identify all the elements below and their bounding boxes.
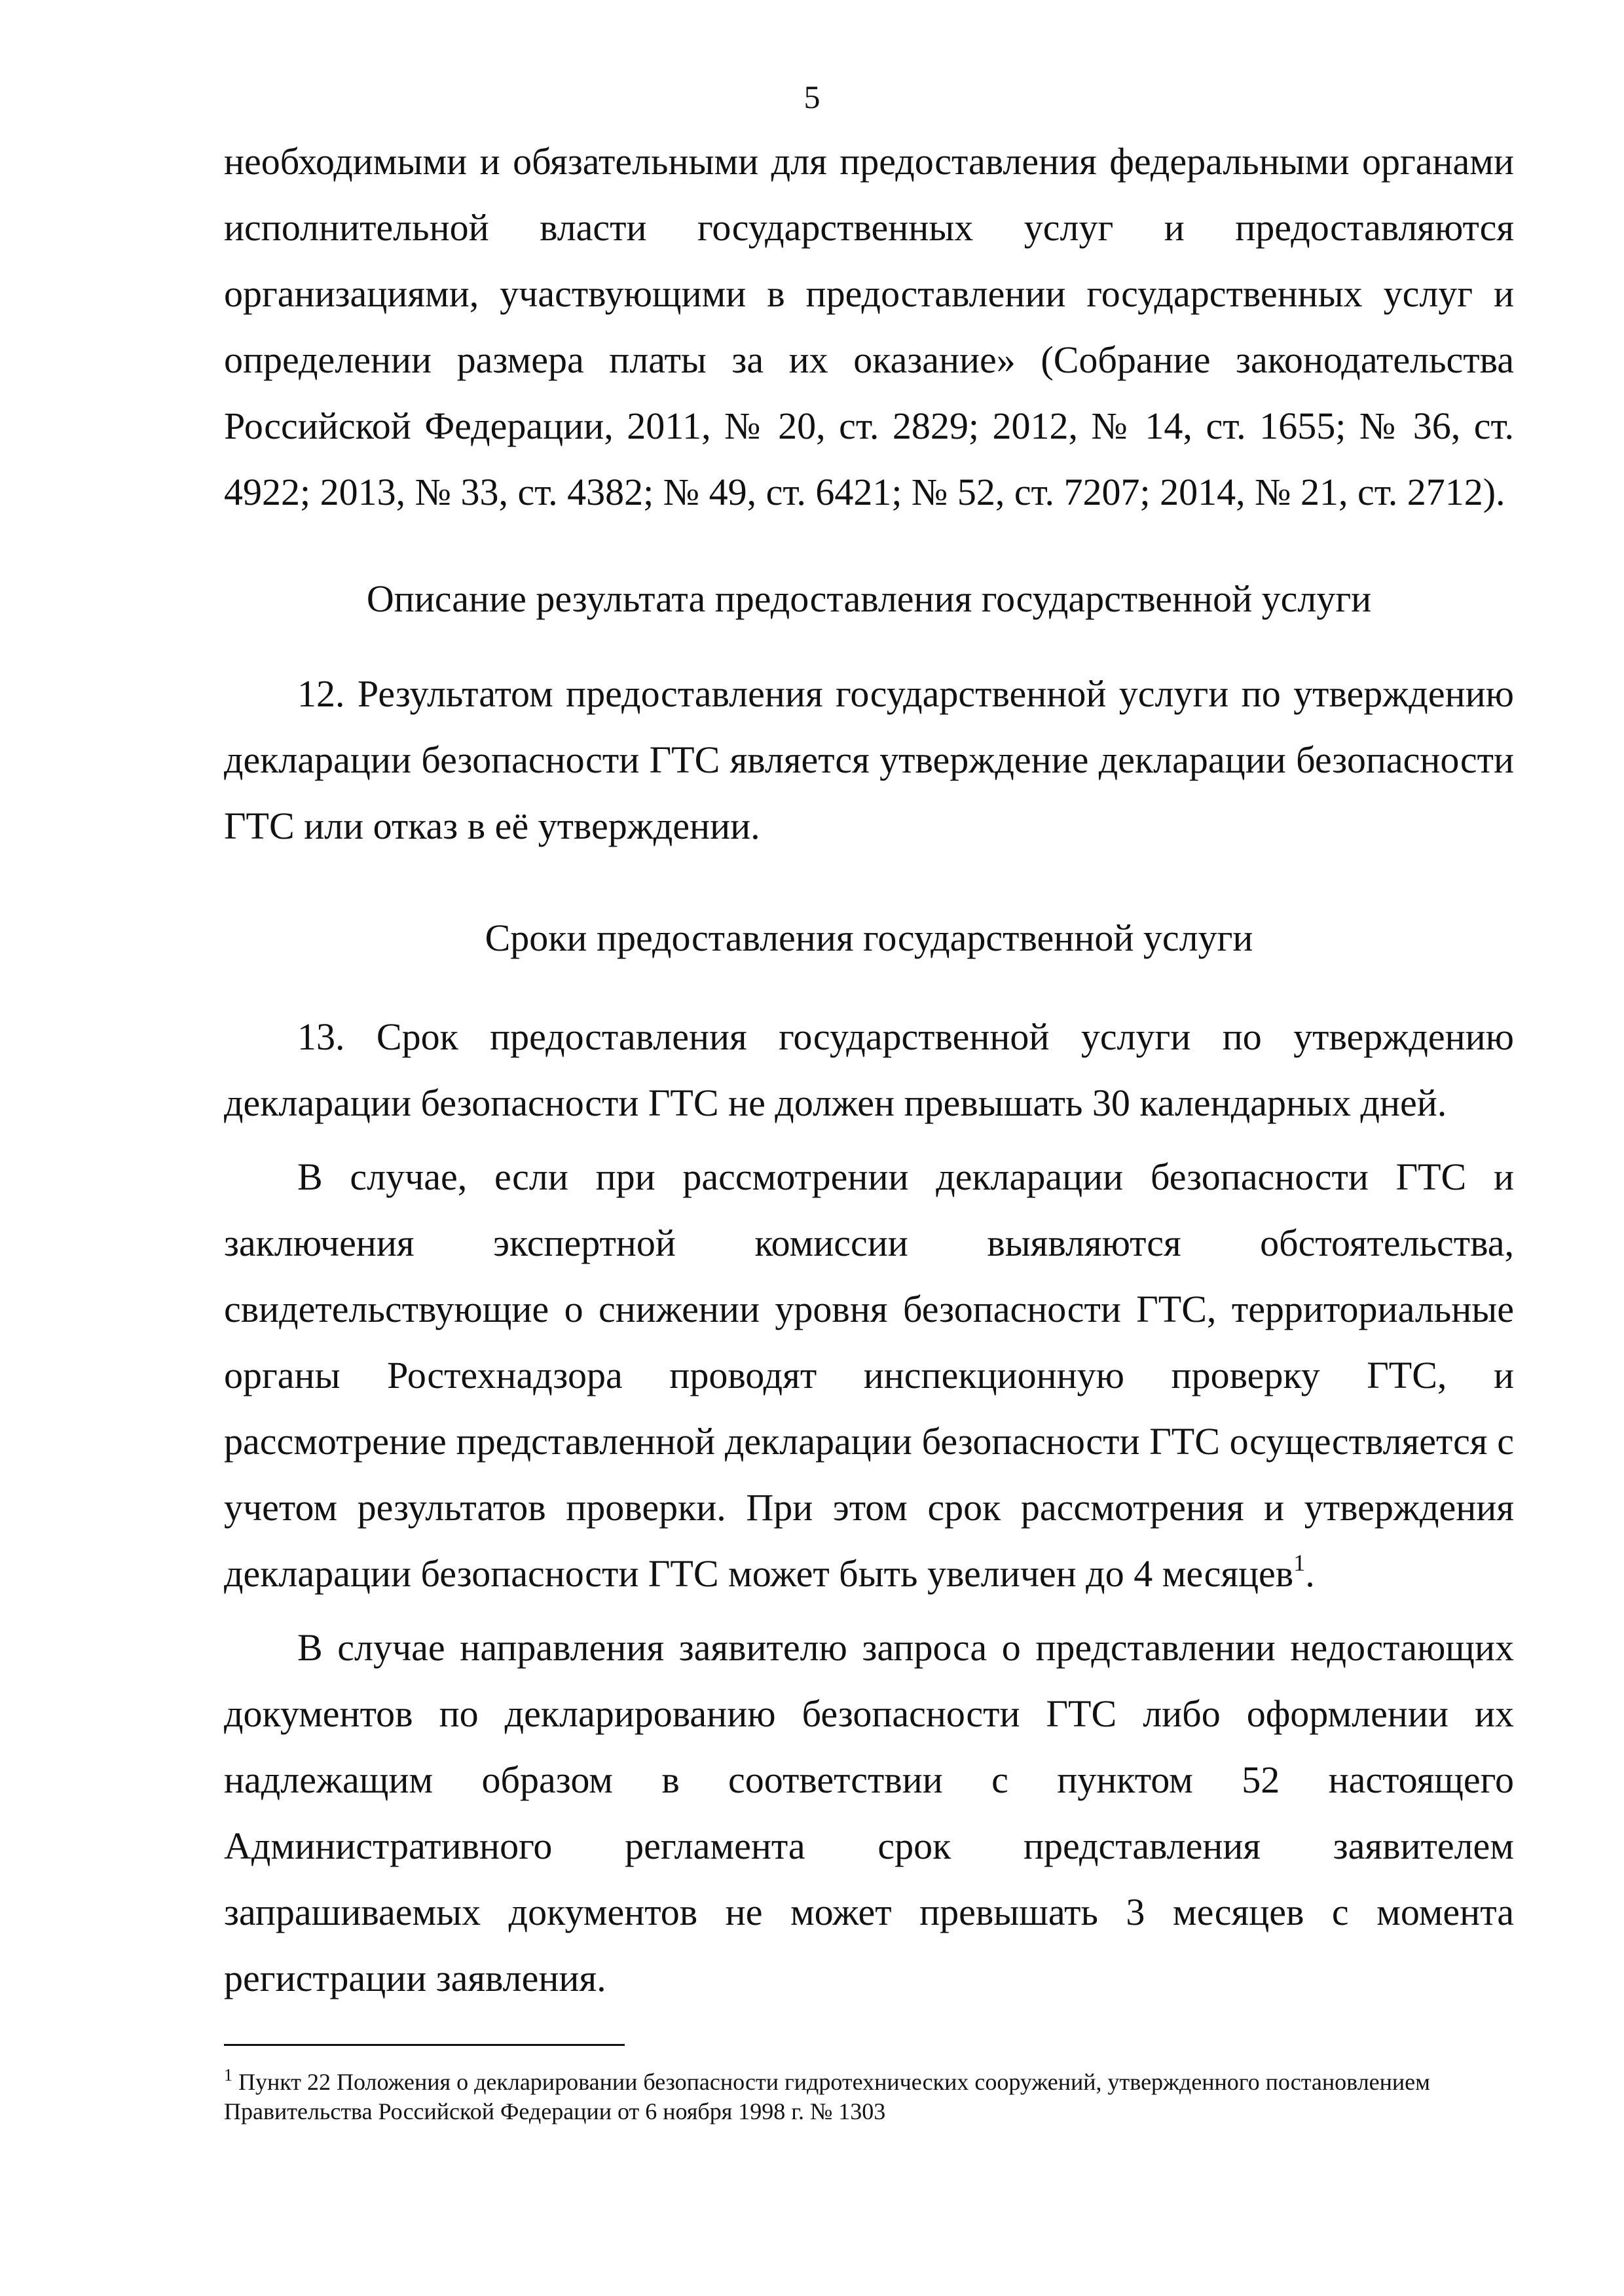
document-body	[224, 128, 1514, 2011]
footnote	[224, 2068, 1514, 2126]
section-heading-terms: Сроки предоставления государственной услуги	[485, 917, 1253, 959]
paragraph-13: 13. Срок предоставления государственной услуги по утверждению декларации безопасности ГТС не должен превышать 30 календарных дней.	[224, 1015, 1514, 1124]
paragraph-missing-documents: В случае направления заявителю запроса о представлении недостающих документов по декларированию безопасности ГТС либо оформлении их надлежащим образом в соответствии с пунктом 52 настоящего Административного регламента срок представления заявителем запрашиваемых документов не может превышать 3 месяцев с момента регистрации заявления.	[224, 1626, 1514, 1999]
paragraph-inspection-end: .	[1305, 1552, 1315, 1595]
paragraph-inspection-text: В случае, если при рассмотрении декларации безопасности ГТС и заключения экспертной комиссии выявляются обстоятельства, свидетельствующие о снижении уровня безопасности ГТС, территориальные органы Ростехнадзора проводят инспекционную проверку ГТС, и рассмотрение представленной декларации безопасности ГТС осуществляется с учетом результатов проверки. При этом срок рассмотрения и утверждения декларации безопасности ГТС может быть увеличен до 4 месяцев	[224, 1156, 1514, 1595]
section-heading-result: Описание результата предоставления государственной услуги	[366, 577, 1372, 620]
footnote-separator	[224, 2044, 625, 2046]
paragraph-continuation: необходимыми и обязательными для предоставления федеральными органами исполнительной власти государственных услуг и предоставляются организациями, участвующими в предоставлении государственных услуг и определении размера платы за их оказание» (Собрание законодательства Российской Федерации, 2011, № 20, ст. 2829; 2012, № 14, ст. 1655; № 36, ст. 4922; 2013, № 33, ст. 4382; № 49, ст. 6421; № 52, ст. 7207; 2014, № 21, ст. 2712).	[224, 140, 1514, 513]
footnote-text: Пункт 22 Положения о декларировании безопасности гидротехнических сооружений, утвержденного постановлением Правительства Российской Федерации от 6 ноября 1998 г. № 1303	[224, 2069, 1430, 2124]
footnote-reference[interactable]: 1	[1293, 1550, 1306, 1576]
paragraph-12: 12. Результатом предоставления государственной услуги по утверждению декларации безопасности ГТС является утверждение декларации безопасности ГТС или отказ в её утверждении.	[224, 672, 1514, 847]
footnote-mark: 1	[224, 2066, 232, 2085]
paragraph-inspection	[224, 1144, 1514, 1607]
page-number: 5	[803, 79, 821, 115]
